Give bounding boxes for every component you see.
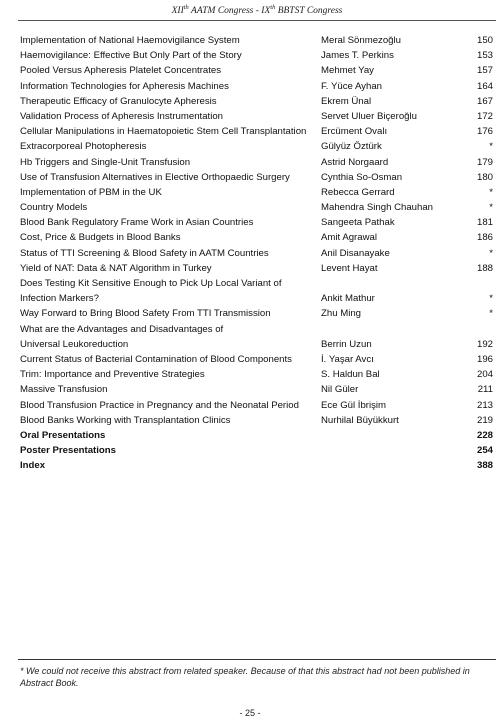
entry-title-block bbox=[20, 276, 320, 306]
entry-title: Blood Banks Working with Transplantation Clinics bbox=[20, 414, 231, 426]
running-header bbox=[18, 4, 496, 16]
entry-author: F. Yüce Ayhan bbox=[321, 80, 382, 92]
entry-author: Ece Gül İbrişim bbox=[321, 399, 387, 411]
entry-page: 176 bbox=[476, 126, 493, 138]
entry-author: Amit Agrawal bbox=[321, 232, 377, 244]
entry-title: Pooled Versus Apheresis Platelet Concentrates bbox=[20, 65, 222, 77]
entry-title: Current Status of Bacterial Contamination of Blood Components bbox=[20, 353, 292, 365]
footnote: * We could not receive this abstract from related speaker. Because of that this abstract had not been published in Abstract Book. bbox=[20, 666, 470, 688]
toc-entry bbox=[20, 246, 493, 261]
entry-author: Mahendra Singh Chauhan bbox=[321, 202, 434, 214]
entry-title: Use of Transfusion Alternatives in Elective Orthopaedic Surgery bbox=[20, 171, 290, 183]
entry-title: Massive Transfusion bbox=[20, 384, 108, 396]
toc-section bbox=[20, 428, 493, 443]
entry-page: * bbox=[489, 186, 493, 198]
toc-entry bbox=[20, 413, 493, 428]
toc-entry bbox=[20, 139, 493, 154]
entry-author: Cynthia So-Osman bbox=[321, 171, 403, 183]
entry-title-continued: Infection Markers? bbox=[20, 293, 99, 305]
entry-page: * bbox=[489, 247, 493, 259]
header-sup-1: th bbox=[183, 4, 189, 11]
toc-entry bbox=[20, 382, 493, 397]
entry-author: Nurhilal Büyükkurt bbox=[321, 414, 399, 426]
toc-entry bbox=[20, 124, 493, 139]
entry-page: 211 bbox=[477, 384, 493, 396]
toc-entry bbox=[20, 33, 493, 48]
entry-author: Rebecca Gerrard bbox=[321, 186, 395, 198]
section-page: 254 bbox=[476, 445, 493, 457]
toc-entry bbox=[20, 94, 493, 109]
entry-page: 150 bbox=[476, 35, 493, 46]
entry-page: * bbox=[489, 141, 493, 153]
entry-page: 157 bbox=[476, 65, 493, 77]
entry-page: 192 bbox=[476, 338, 493, 350]
entry-author: Servet Uluer Biçeroğlu bbox=[321, 110, 417, 122]
entry-author: Astrid Norgaard bbox=[321, 156, 389, 168]
header-divider bbox=[18, 20, 496, 21]
entry-page: 172 bbox=[476, 110, 493, 122]
entry-page: 164 bbox=[476, 80, 493, 92]
entry-title: Does Testing Kit Sensitive Enough to Pick Up Local Variant of bbox=[20, 278, 282, 289]
entry-page: 186 bbox=[476, 232, 493, 244]
entry-page: 153 bbox=[476, 50, 493, 62]
page-number: - 25 - bbox=[239, 708, 261, 718]
entry-page: * bbox=[489, 293, 493, 305]
entry-author: İ. Yaşar Avcı bbox=[321, 353, 374, 365]
entry-title: Country Models bbox=[20, 202, 88, 214]
header-part-3: BBTST Congress bbox=[275, 6, 343, 17]
toc-entry bbox=[20, 109, 493, 124]
toc-entry bbox=[20, 322, 493, 352]
toc-entry bbox=[20, 352, 493, 367]
entry-author: Nil Güler bbox=[321, 384, 359, 396]
entry-author: Levent Hayat bbox=[321, 262, 378, 274]
entry-title: Blood Transfusion Practice in Pregnancy and the Neonatal Period bbox=[20, 399, 299, 411]
section-title: Index bbox=[20, 460, 46, 472]
toc-entry bbox=[20, 367, 493, 382]
header-part-2: AATM Congress - IX bbox=[188, 6, 271, 17]
entry-author: Sangeeta Pathak bbox=[321, 217, 395, 229]
section-title: Oral Presentations bbox=[20, 429, 106, 441]
entry-author: Berrin Uzun bbox=[321, 338, 372, 350]
header-sup-2: th bbox=[270, 4, 276, 11]
entry-page: 181 bbox=[476, 217, 493, 229]
entry-title-block bbox=[20, 322, 320, 352]
entry-author: Ercüment Ovalı bbox=[321, 126, 388, 138]
entry-title: Blood Bank Regulatory Frame Work in Asian Countries bbox=[20, 217, 254, 229]
entry-title: Haemovigilance: Effective But Only Part of the Story bbox=[20, 50, 242, 62]
entry-page: 180 bbox=[476, 171, 493, 183]
toc-entry bbox=[20, 398, 493, 413]
entry-title: Therapeutic Efficacy of Granulocyte Apheresis bbox=[20, 95, 217, 107]
entry-author: James T. Perkins bbox=[321, 50, 394, 62]
toc-section bbox=[20, 443, 493, 458]
entry-title: Implementation of PBM in the UK bbox=[20, 186, 162, 198]
section-page: 388 bbox=[476, 460, 493, 472]
toc-entry bbox=[20, 48, 493, 63]
entry-title: Trim: Importance and Preventive Strategies bbox=[20, 369, 205, 381]
entry-title: Cost, Price & Budgets in Blood Banks bbox=[20, 232, 181, 244]
entry-page: 219 bbox=[476, 414, 493, 426]
entry-title: Hb Triggers and Single-Unit Transfusion bbox=[20, 156, 191, 168]
entry-title: Status of TTI Screening & Blood Safety in AATM Countries bbox=[20, 247, 269, 259]
entry-title: Way Forward to Bring Blood Safety From TTI Transmission bbox=[20, 308, 271, 320]
toc-section bbox=[20, 458, 493, 473]
entry-title: Validation Process of Apheresis Instrumentation bbox=[20, 110, 223, 122]
entry-page: 196 bbox=[476, 353, 493, 365]
entry-title: Extracorporeal Photopheresis bbox=[20, 141, 147, 153]
footnote-divider bbox=[18, 659, 496, 660]
entry-page: 204 bbox=[476, 369, 493, 381]
entry-author: S. Haldun Bal bbox=[321, 369, 380, 381]
toc-entry bbox=[20, 306, 493, 321]
entry-page: * bbox=[489, 202, 493, 214]
header-part-1: XII bbox=[171, 6, 184, 17]
entry-page: 188 bbox=[476, 262, 493, 274]
entry-author: Meral Sönmezoğlu bbox=[321, 35, 401, 46]
toc-entry bbox=[20, 185, 493, 200]
entry-title: Information Technologies for Apheresis Machines bbox=[20, 80, 229, 92]
toc-entry bbox=[20, 230, 493, 245]
entry-page: 213 bbox=[476, 399, 493, 411]
toc-entry bbox=[20, 63, 493, 78]
entry-author: Ankit Mathur bbox=[321, 293, 375, 305]
entry-title-continued: Universal Leukoreduction bbox=[20, 338, 129, 350]
table-of-contents bbox=[20, 33, 493, 473]
entry-title: Implementation of National Haemovigilance System bbox=[20, 35, 240, 46]
entry-author: Anil Disanayake bbox=[321, 247, 390, 259]
entry-author: Mehmet Yay bbox=[321, 65, 374, 77]
section-title: Poster Presentations bbox=[20, 445, 116, 457]
entry-author: Zhu Ming bbox=[321, 308, 361, 320]
toc-entry bbox=[20, 276, 493, 306]
entry-title: Cellular Manipulations in Haematopoietic Stem Cell Transplantation bbox=[20, 126, 307, 138]
toc-entry bbox=[20, 200, 493, 215]
entry-title: What are the Advantages and Disadvantages of bbox=[20, 323, 224, 335]
entry-page: * bbox=[489, 308, 493, 320]
toc-entry bbox=[20, 170, 493, 185]
toc-entry bbox=[20, 155, 493, 170]
entry-author: Gülyüz Öztürk bbox=[321, 141, 382, 153]
entry-title: Yield of NAT: Data & NAT Algorithm in Turkey bbox=[20, 262, 212, 274]
toc-entry bbox=[20, 261, 493, 276]
toc-entry bbox=[20, 215, 493, 230]
entry-page: 167 bbox=[476, 95, 493, 107]
toc-entry bbox=[20, 79, 493, 94]
entry-page: 179 bbox=[476, 156, 493, 168]
section-page: 228 bbox=[476, 429, 493, 441]
entry-author: Ekrem Ünal bbox=[321, 95, 372, 107]
